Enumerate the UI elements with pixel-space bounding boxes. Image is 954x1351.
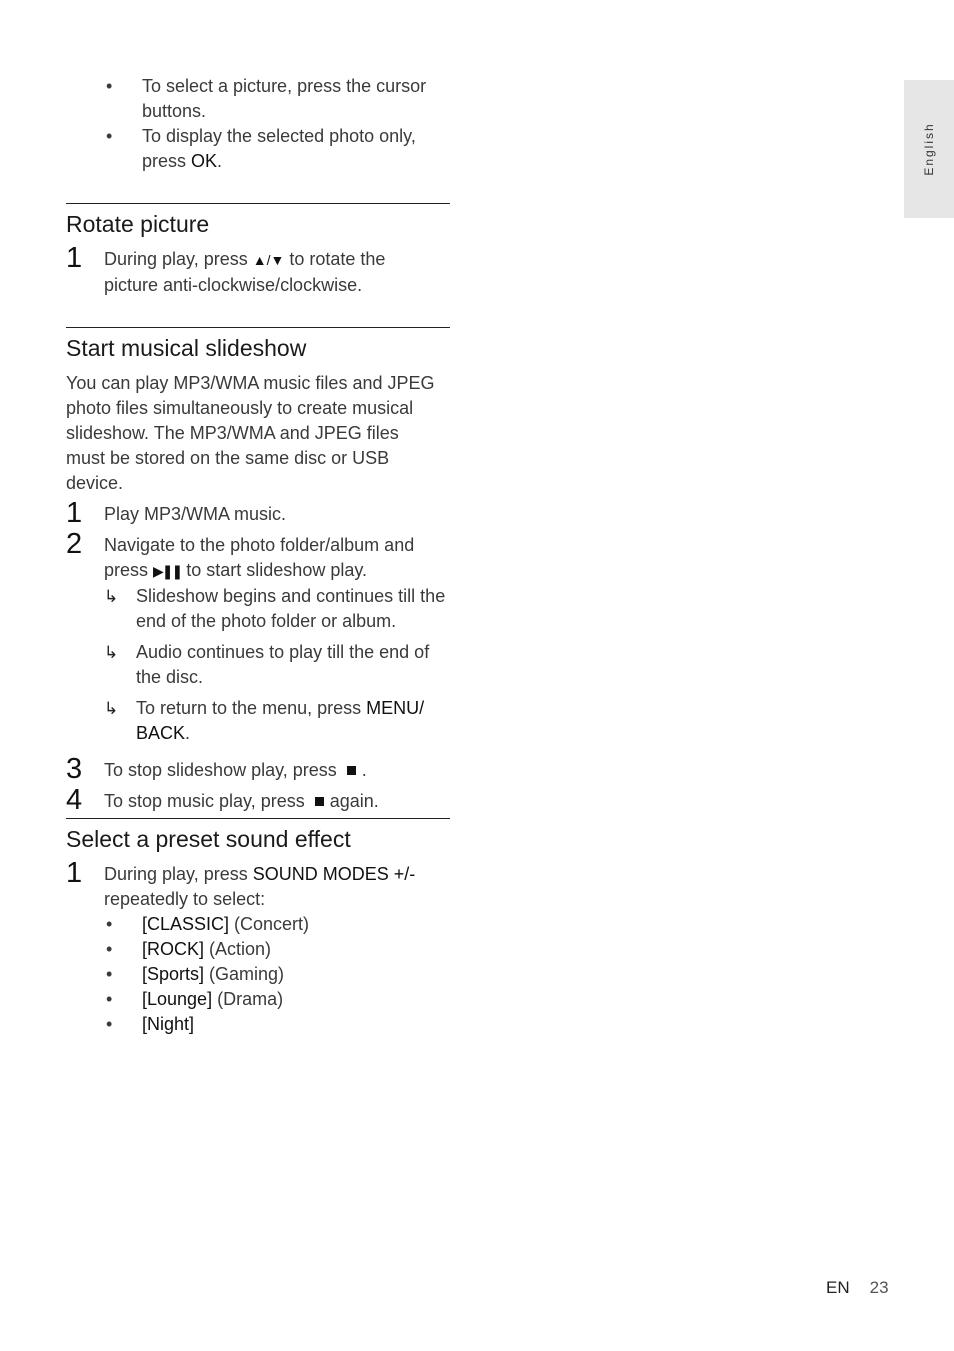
step-item [66, 784, 450, 816]
bullet-text: To select a picture, press the cursor buttons. [142, 76, 427, 121]
result-arrow-icon: ↳ [104, 587, 119, 606]
step-text: Navigate to the photo folder/album and press [104, 535, 415, 580]
list-item [66, 912, 450, 937]
step-number: 3 [66, 753, 83, 785]
section-title: Rotate picture [66, 211, 210, 237]
bullet-glyph: • [106, 126, 113, 146]
step-item [66, 857, 464, 912]
result-text: To return to the menu, press [136, 698, 367, 718]
rotate-section [66, 203, 450, 298]
step-number: 1 [66, 242, 83, 274]
step-item [66, 497, 450, 529]
list-item [66, 74, 462, 124]
bullet-glyph: • [106, 964, 113, 984]
language-tab [904, 80, 954, 218]
step-text: To stop music play, press [104, 791, 305, 811]
step-text-end: repeatedly to select: [104, 889, 266, 909]
bullet-glyph: • [106, 914, 113, 934]
list-item [66, 937, 450, 962]
language-tab-label: English [922, 122, 936, 176]
option-label: [Sports] [142, 964, 205, 984]
bullet-glyph: • [106, 76, 113, 96]
bullet-glyph: • [106, 1014, 113, 1034]
page-number: 23 [869, 1278, 889, 1297]
menu-back-key: MENU/ BACK [136, 698, 425, 743]
step-item [66, 528, 434, 584]
list-item [66, 124, 462, 174]
play-pause-icon: ▶❚❚ [153, 563, 182, 579]
section-divider [66, 327, 450, 328]
step-number: 4 [66, 784, 83, 816]
bullet-glyph: • [106, 989, 113, 1009]
section-title: Start musical slideshow [66, 335, 307, 361]
option-label: [Lounge] [142, 989, 213, 1009]
step-number: 1 [66, 857, 83, 889]
result-item [66, 584, 446, 634]
step-text: Play MP3/WMA music. [104, 504, 287, 524]
bullet-text: To display the selected photo only, press [142, 126, 416, 171]
step-item [66, 753, 450, 785]
result-arrow-icon: ↳ [104, 699, 119, 718]
list-item [66, 1012, 450, 1037]
step-number: 1 [66, 497, 83, 529]
step-text-end: to start slideshow play. [181, 560, 368, 580]
sound-effect-section [66, 818, 450, 1037]
option-desc: (Gaming) [204, 964, 285, 984]
result-text: Slideshow begins and continues till the end of the photo folder or album. [136, 586, 446, 631]
result-item [66, 640, 446, 690]
option-label: [ROCK] [142, 939, 205, 959]
section-title: Select a preset sound effect [66, 826, 351, 852]
stop-icon [347, 766, 356, 775]
intro-bullet-list [66, 74, 450, 174]
step-text-end: again. [329, 791, 379, 811]
result-arrow-icon: ↳ [104, 643, 119, 662]
step-text: During play, press [104, 249, 253, 269]
step-text: During play, press [104, 864, 253, 884]
result-text: Audio continues to play till the end of the disc. [136, 642, 430, 687]
result-item [66, 696, 436, 746]
section-divider [66, 818, 450, 819]
section-intro: You can play MP3/WMA music files and JPEG photo files simultaneously to create musical slideshow. The MP3/WMA and JPEG files must be stored on the same disc or USB device. [66, 373, 435, 493]
step-text-end: to rotate the picture anti-clockwise/clockwise. [104, 249, 386, 295]
sound-modes-key: SOUND MODES +/- [252, 864, 416, 884]
step-item [66, 242, 424, 298]
section-divider [66, 203, 450, 204]
ok-key: OK [191, 151, 218, 171]
list-item [66, 987, 450, 1012]
step-text-end: . [361, 760, 367, 780]
list-item [66, 962, 450, 987]
result-text-end: . [185, 723, 191, 743]
option-desc: (Drama) [212, 989, 284, 1009]
page-footer [826, 1278, 889, 1298]
step-text: To stop slideshow play, press [104, 760, 337, 780]
option-desc: (Action) [204, 939, 272, 959]
option-label: [CLASSIC] [142, 914, 230, 934]
up-down-keys: ▲/▼ [252, 252, 285, 268]
option-desc: (Concert) [229, 914, 310, 934]
option-label: [Night] [142, 1014, 195, 1034]
stop-icon [315, 797, 324, 806]
footer-language: EN [826, 1278, 850, 1297]
sound-option-list [66, 912, 450, 1037]
step-number: 2 [66, 528, 83, 560]
bullet-text-end: . [217, 151, 223, 171]
slideshow-section [66, 327, 450, 814]
bullet-glyph: • [106, 939, 113, 959]
